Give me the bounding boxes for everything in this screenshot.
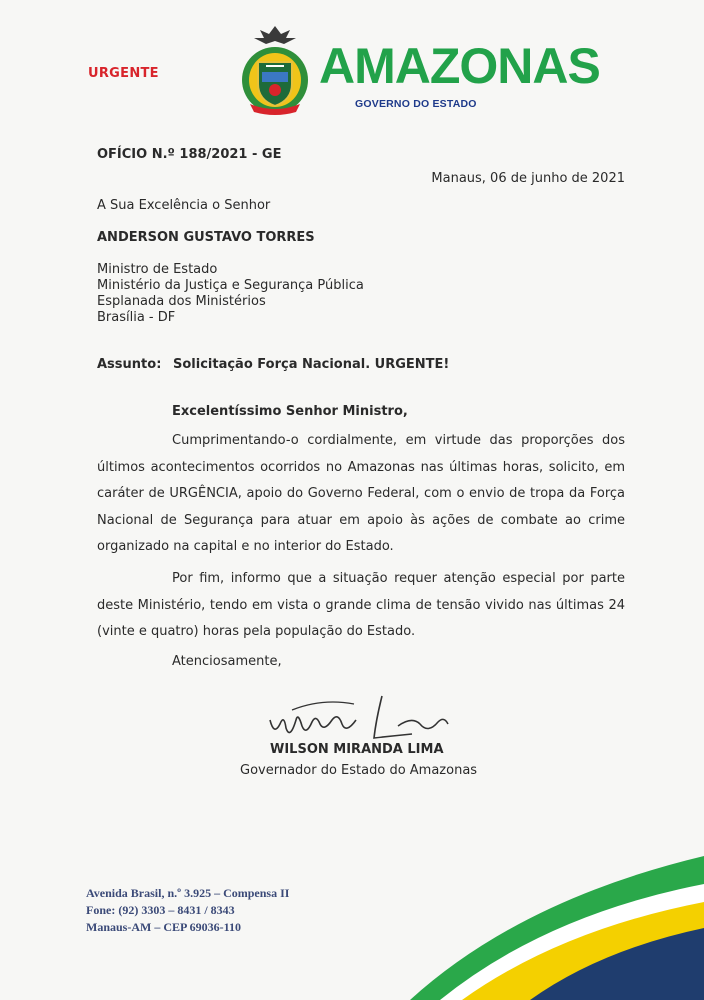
footer-line: Manaus-AM – CEP 69036-110 xyxy=(86,920,242,934)
recipient-line: Esplanada dos Ministérios xyxy=(97,294,266,309)
brand-subtitle: GOVERNO DO ESTADO xyxy=(355,98,477,110)
brand-name: AMAZONAS xyxy=(319,38,600,94)
letter-reference: OFÍCIO N.º 188/2021 - GE xyxy=(97,147,282,162)
body-paragraph: Por fim, informo que a situação requer atenção especial por parte deste Ministério, tendo em vista o grande clima de tensão vivido nas últimas 24 (vinte e quatro) horas pela população do Estado. xyxy=(97,571,625,639)
urgent-label: URGENTE xyxy=(88,66,159,81)
footer-line: Avenida Brasil, n.º 3.925 – Compensa II xyxy=(86,886,290,900)
subject-label: Assunto: xyxy=(97,357,162,372)
greeting: Excelentíssimo Senhor Ministro, xyxy=(172,404,408,419)
signer-name: WILSON MIRANDA LIMA xyxy=(270,742,444,757)
closing: Atenciosamente, xyxy=(172,654,282,669)
footer-line: Fone: (92) 3303 – 8431 / 8343 xyxy=(86,903,235,917)
place-date: Manaus, 06 de junho de 2021 xyxy=(431,171,625,186)
recipient-line: Brasília - DF xyxy=(97,310,176,325)
recipient-name: ANDERSON GUSTAVO TORRES xyxy=(97,230,315,245)
subject-text: Solicitação Força Nacional. URGENTE! xyxy=(173,357,450,372)
recipient-line: Ministro de Estado xyxy=(97,262,218,277)
signer-role: Governador do Estado do Amazonas xyxy=(240,763,478,778)
salutation: A Sua Excelência o Senhor xyxy=(97,198,271,213)
body-paragraph: Cumprimentando-o cordialmente, em virtude das proporções dos últimos acontecimentos ocorridos no Amazonas nas últimas horas, solicito, em caráter de URGÊNCIA, apoio do Governo Federal, com o envio de tropa da Força Nacional de Segurança para atuar em apoio às ações de combate ao crime organizado na capital e no interior do Estado. xyxy=(97,433,625,554)
recipient-line: Ministério da Justiça e Segurança Pública xyxy=(97,278,364,293)
